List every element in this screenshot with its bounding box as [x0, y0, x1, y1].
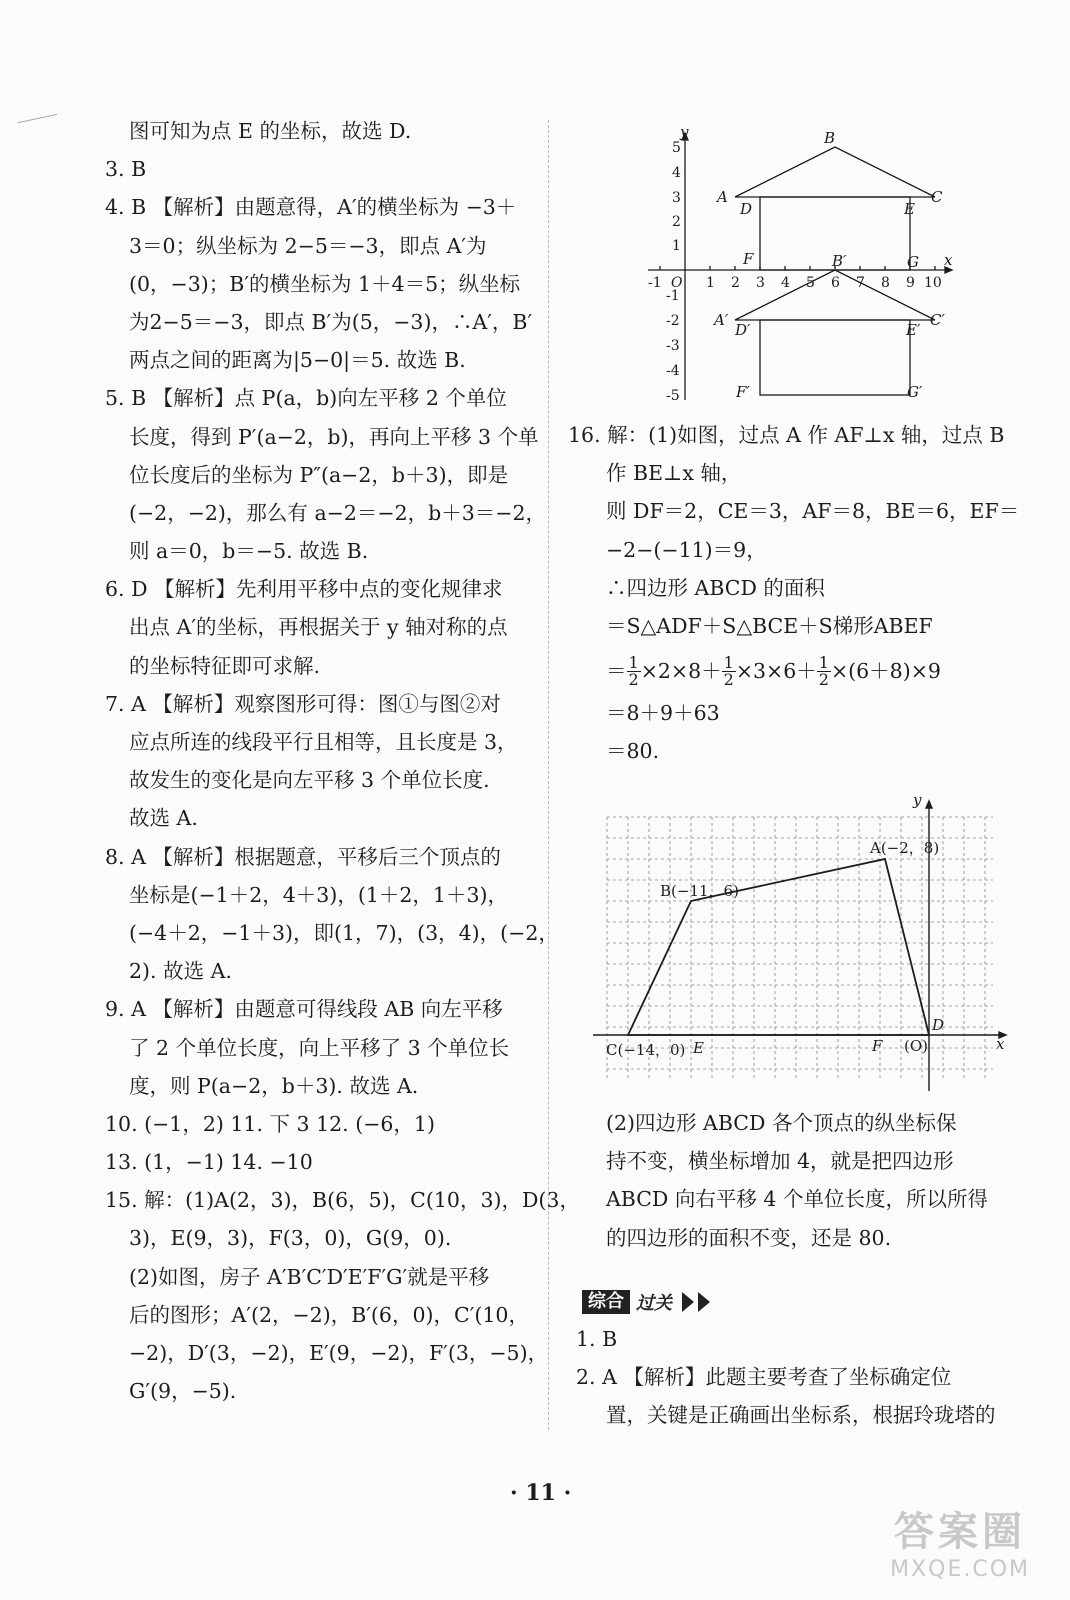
text-line: 3＝0；纵坐标为 2−5＝−3，即点 A′为 — [129, 233, 487, 258]
svg-text:-4: -4 — [666, 363, 680, 379]
answer-15: 15. 解：(1)A(2，3)，B(6，5)，C(10，3)，D(3， — [105, 1188, 580, 1213]
section-banner — [582, 1290, 710, 1314]
text-line: 2). 故选 A. — [129, 959, 232, 984]
svg-text:7: 7 — [856, 275, 865, 291]
svg-text:F: F — [743, 250, 754, 268]
text-line: 了 2 个单位长度，向上平移了 3 个单位长 — [129, 1035, 510, 1060]
text-line: 应点所连的线段平行且相等，且长度是 3， — [129, 730, 518, 754]
answer-6: 6. D 【解析】先利用平移中点的变化规律求 — [105, 577, 503, 602]
watermark — [890, 1500, 1030, 1582]
text-line: 后的图形；A′(2，−2)，B′(6，0)，C′(10， — [129, 1302, 529, 1327]
text-line: 两点之间的距离为|5−0|＝5. 故选 B. — [129, 348, 466, 373]
text-line: 的坐标特征即可求解. — [129, 653, 321, 678]
text-line: 则 DF＝2，CE＝3，AF＝8，BE＝6，EF＝ — [606, 499, 1020, 524]
point-b-label: B(−11，6) — [660, 882, 739, 900]
svg-text:-3: -3 — [666, 338, 680, 354]
answer-2: 2. A 【解析】此题主要考查了坐标确定位 — [576, 1365, 952, 1390]
svg-text:10: 10 — [924, 275, 942, 291]
text-line: −2)，D′(3，−2)，E′(9，−2)，F′(3，−5)， — [129, 1341, 549, 1365]
svg-text:B: B — [824, 129, 836, 147]
svg-text:-2: -2 — [666, 313, 680, 329]
text-line: 作 BE⊥x 轴， — [606, 461, 742, 486]
text-line: 图可知为点 E 的坐标，故选 D. — [129, 119, 412, 143]
text-line: ＝S△ADF＋S△BCE＋S梯形ABEF — [606, 613, 933, 638]
right-column-bottom — [582, 1104, 1002, 1257]
scan-mark — [18, 114, 59, 129]
answer-9: 9. A 【解析】由题意可得线段 AB 向左平移 — [105, 997, 503, 1022]
svg-text:5: 5 — [672, 140, 681, 156]
svg-text:-1: -1 — [648, 275, 662, 291]
y-axis-label: y — [913, 793, 922, 809]
svg-text:-1: -1 — [666, 288, 680, 304]
answer-8: 8. A 【解析】根据题意，平移后三个顶点的 — [105, 844, 501, 869]
svg-text:3: 3 — [672, 190, 681, 206]
point-d-label: D — [932, 1016, 945, 1034]
point-a-label: A(−2，8) — [870, 839, 940, 857]
text-line: 出点 A′的坐标，再根据关于 y 轴对称的点 — [129, 615, 508, 640]
answer-5: 5. B 【解析】点 P(a，b)向左平移 2 个单位 — [105, 386, 507, 411]
x-axis-label: x — [944, 251, 953, 269]
answer-7: 7. A 【解析】观察图形可得：图①与图②对 — [105, 691, 501, 716]
svg-text:D: D — [740, 200, 753, 218]
y-axis-label: y — [680, 125, 689, 141]
svg-text:1: 1 — [672, 238, 681, 254]
text-line: (2)四边形 ABCD 各个顶点的纵坐标保 — [606, 1111, 957, 1135]
point-f-label: F — [872, 1037, 883, 1055]
answers-13-14: 13. (1，−1) 14. −10 — [105, 1150, 313, 1175]
text-line: 故发生的变化是向左平移 3 个单位长度. — [129, 768, 490, 793]
text-line: ∴四边形 ABCD 的面积 — [606, 575, 825, 600]
text-line: (2)如图，房子 A′B′C′D′E′F′G′就是平移 — [129, 1264, 490, 1289]
svg-text:2: 2 — [731, 275, 740, 291]
quadrilateral-grid-graph — [588, 793, 1013, 1095]
left-column — [105, 112, 580, 1410]
arrow-icon — [698, 1292, 710, 1312]
page-number: · 11 · — [510, 1480, 572, 1506]
text-line: 位长度后的坐标为 P″(a−2，b＋3)，即是 — [129, 462, 509, 487]
svg-text:O: O — [671, 275, 683, 291]
svg-text:E′: E′ — [906, 321, 921, 339]
svg-text:8: 8 — [881, 275, 890, 291]
answer-16: 16. 解：(1)如图，过点 A 作 AF⊥x 轴，过点 B — [568, 423, 1005, 447]
text-line: G′(9，−5). — [129, 1379, 237, 1404]
svg-text:G: G — [907, 253, 919, 271]
svg-text:3: 3 — [756, 275, 765, 291]
svg-text:F′: F′ — [736, 383, 750, 401]
text-line: 则 a＝0，b＝−5. 故选 B. — [129, 539, 369, 564]
svg-text:-5: -5 — [666, 388, 680, 404]
banner-sub: 过关 — [636, 1293, 672, 1314]
translated-house-body — [760, 320, 910, 395]
text-line: (−4＋2，−1＋3)，即(1，7)，(3，4)，(−2， — [129, 920, 559, 945]
svg-text:2: 2 — [672, 214, 681, 230]
right-column-end — [576, 1320, 1002, 1435]
origin-label: (O) — [904, 1037, 929, 1055]
text-line: −2−(−11)＝9， — [606, 537, 767, 562]
answer-4: 4. B 【解析】由题意得，A′的横坐标为 −3＋ — [105, 195, 517, 220]
svg-text:C′: C′ — [930, 311, 945, 329]
svg-text:A: A — [717, 188, 728, 206]
svg-text:C: C — [931, 188, 943, 206]
x-axis-label: x — [996, 1035, 1005, 1053]
point-e-label: E — [693, 1039, 704, 1057]
watermark-main: 答案圈 — [894, 1508, 1027, 1555]
answers-10-12: 10. (−1，2) 11. 下 3 12. (−6，1) — [105, 1111, 435, 1136]
text-line: (−2，−2)，那么有 a−2＝−2，b＋3＝−2， — [129, 500, 546, 525]
text-line: 度，则 P(a−2，b＋3). 故选 A. — [129, 1073, 419, 1098]
svg-text:G′: G′ — [907, 383, 923, 401]
text-line: 置，关键是正确画出坐标系，根据玲珑塔的 — [606, 1403, 996, 1428]
arrow-icon — [682, 1292, 694, 1312]
text-line: 为2−5＝−3，即点 B′为(5，−3)，∴A′，B′ — [129, 309, 533, 334]
svg-text:D′: D′ — [735, 321, 751, 339]
svg-text:1: 1 — [706, 275, 715, 291]
calc-line: ＝80. — [606, 739, 660, 764]
fraction-half: $\frac{1}{2}$ — [628, 652, 639, 689]
text-line: 持不变，横坐标增加 4，就是把四边形 — [606, 1149, 954, 1174]
svg-text:5: 5 — [806, 275, 815, 291]
text-line: (0，−3)；B′的横坐标为 1＋4＝5；纵坐标 — [129, 271, 521, 296]
x-tick-labels — [648, 275, 942, 291]
banner-main: 综合 — [582, 1290, 630, 1314]
text-line: 的四边形的面积不变，还是 80. — [606, 1225, 892, 1250]
svg-text:4: 4 — [781, 275, 790, 291]
text-line: 坐标是(−1＋2，4＋3)，(1＋2，1＋3)， — [129, 882, 509, 907]
svg-text:B′: B′ — [832, 252, 847, 270]
calc-line: ＝8＋9＋63 — [606, 701, 720, 725]
point-c-label: C(−14，0) — [606, 1041, 686, 1059]
svg-text:A′: A′ — [714, 311, 729, 329]
fraction-half: $\frac{1}{2}$ — [723, 652, 734, 689]
area-formula — [606, 648, 1006, 770]
right-column-top — [568, 416, 1020, 645]
answer-1: 1. B — [576, 1327, 618, 1351]
svg-text:6: 6 — [831, 275, 840, 291]
watermark-sub: MXQE.COM — [890, 1557, 1030, 1582]
answer-3: 3. B — [105, 157, 147, 182]
fraction-half: $\frac{1}{2}$ — [818, 652, 829, 689]
text-line: 故选 A. — [129, 806, 198, 831]
y-tick-labels — [666, 140, 681, 404]
text-line: 长度，得到 P′(a−2，b)，再向上平移 3 个单 — [129, 424, 539, 449]
text-line: 3)，E(9，3)，F(3，0)，G(9，0). — [129, 1226, 452, 1251]
house-roof — [735, 147, 935, 197]
text-line: ABCD 向右平移 4 个单位长度，所以所得 — [606, 1187, 988, 1212]
svg-text:E: E — [904, 200, 915, 218]
svg-text:4: 4 — [672, 165, 681, 181]
column-divider — [548, 120, 549, 1430]
formula-line: ＝ $\frac{1}{2}$ ×2×8＋ $\frac{1}{2}$ ×3×6＋ $\frac{1}{2}$ ×(6＋8)×9 — [606, 652, 941, 689]
house-translation-graph — [640, 125, 960, 410]
svg-text:9: 9 — [906, 275, 915, 291]
